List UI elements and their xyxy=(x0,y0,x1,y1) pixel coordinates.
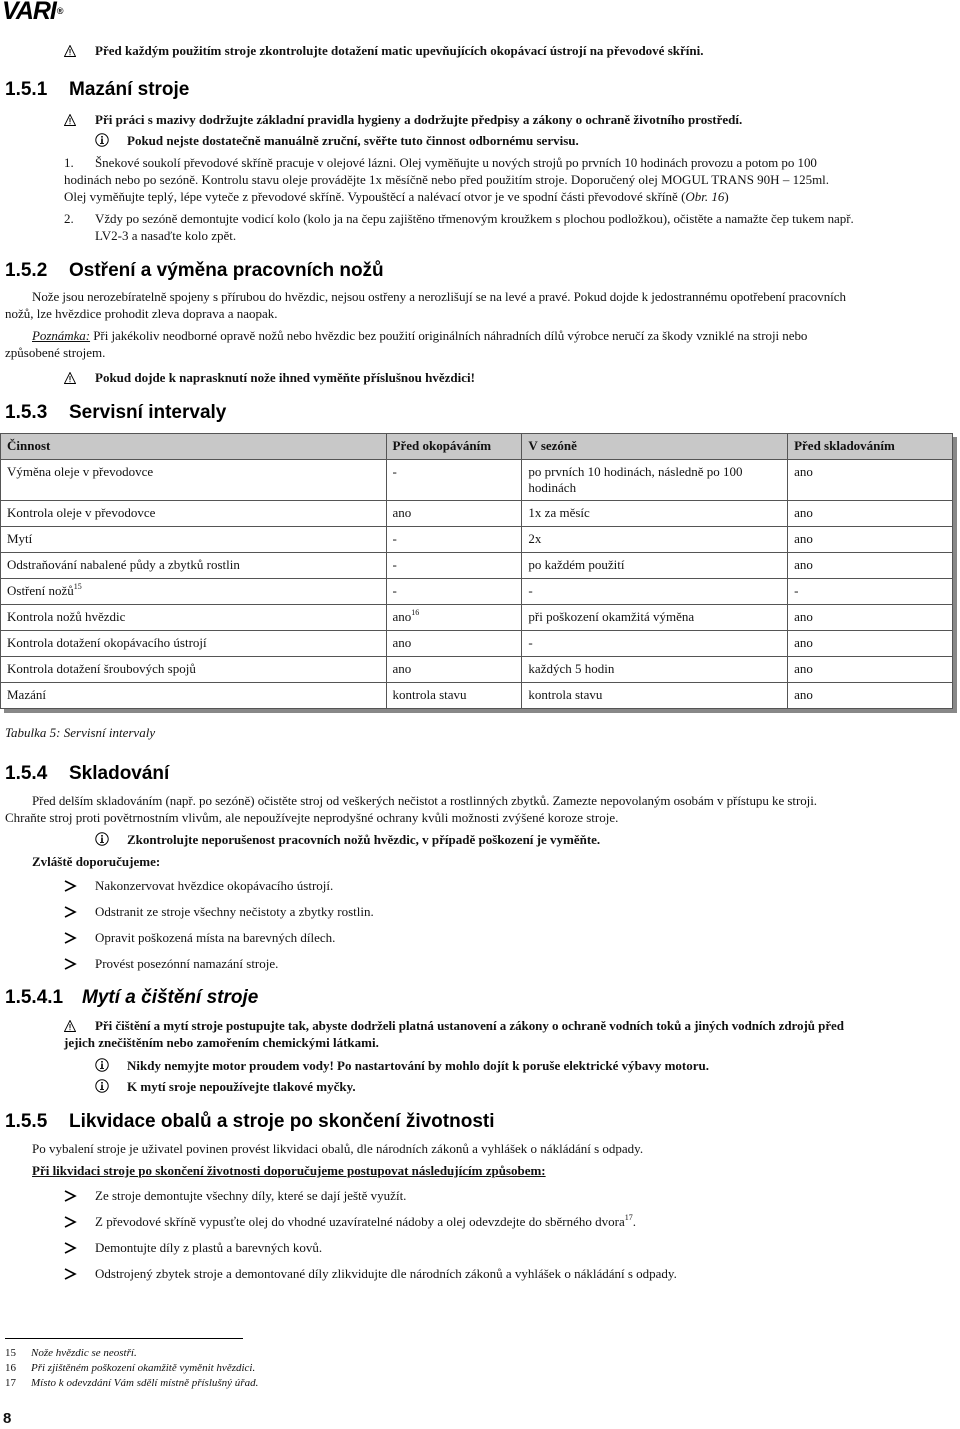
table-row xyxy=(1,683,953,709)
list-item: Z převodové skříně vypusťte olej do vhodné uzavíratelné nádoby a olej odevzdejte do sběrného dvora$^{17}$. xyxy=(95,1213,636,1229)
table-cell: ano$^{16}$ xyxy=(386,605,522,631)
list-item: Ze stroje demontujte všechny díly, které se dají ještě využít. xyxy=(95,1188,407,1203)
warning-icon xyxy=(64,114,76,126)
list-item: Odstranit ze stroje všechny nečistoty a zbytky rostlin. xyxy=(95,904,374,919)
section-heading-152: 1.5.2 Ostření a výměna pracovních nožů xyxy=(5,260,384,281)
table-cell: - xyxy=(386,527,522,553)
info-text: Zkontrolujte neporušenost pracovních nožů hvězdic, v případě poškození je vyměňte. xyxy=(127,832,601,847)
table-cell: 1x za měsíc xyxy=(522,501,788,527)
info-icon xyxy=(95,133,109,147)
section-heading-1541: 1.5.4.1 Mytí a čištění stroje xyxy=(5,987,259,1008)
list-number: 1. xyxy=(64,155,74,170)
table-cell: Kontrola oleje v převodovce xyxy=(1,501,387,527)
paragraph: Po vybalení stroje je uživatel povinen provést likvidaci obalů, dle národních zákonů a vyhlášek o nákládání s odpady. xyxy=(32,1141,644,1156)
page-number: 8 xyxy=(3,1410,12,1427)
arrow-bullet-icon xyxy=(64,1190,77,1202)
warning-text: Pokud dojde k naprasknutí nože ihned vyměňte příslušnou hvězdici! xyxy=(95,370,475,385)
table-cell: - xyxy=(522,631,788,657)
table-cell: Odstraňování nabalené půdy a zbytků rostlin xyxy=(1,553,387,579)
vari-logo: VARI® xyxy=(2,0,63,25)
table-row xyxy=(1,657,953,683)
table-cell: - xyxy=(788,579,953,605)
info-text: K mytí sroje nepoužívejte tlakové myčky. xyxy=(127,1079,356,1094)
table-row xyxy=(1,527,953,553)
list-item: Provést posezónní namazání stroje. xyxy=(95,956,279,971)
list-number: 2. xyxy=(64,211,74,226)
table-row xyxy=(1,605,953,631)
list-item: Demontujte díly z plastů a barevných kovů. xyxy=(95,1240,323,1255)
section-heading-153: 1.5.3 Servisní intervaly xyxy=(5,402,227,423)
table-cell: ano xyxy=(386,657,522,683)
table-row xyxy=(1,501,953,527)
table-cell: 2x xyxy=(522,527,788,553)
table-cell: ano xyxy=(386,501,522,527)
section-heading-151: 1.5.1 Mazání stroje xyxy=(5,79,190,100)
footnote: 15 Nože hvězdic se neostří. xyxy=(5,1347,137,1359)
table-cell: - xyxy=(386,553,522,579)
list-item-text: Olej vyměňujte teplý, lépe vyteče z převodové skříně. Vypouštěcí a nalévací otvor je ve spodní části převodové skříně (Obr. 16) xyxy=(64,189,729,204)
warning-icon xyxy=(64,45,76,57)
paragraph: Chraňte stroj proti povětrnostním vlivům, ale nepoužívejte neprodyšné ochrany kvůli možnosti zvýšené koroze stroje. xyxy=(5,810,619,825)
warning-text: Při čištění a mytí stroje postupujte tak, abyste dodrželi platná ustanovení a zákony o ochraně vodních toků a jiných vodních zdrojů před xyxy=(95,1018,844,1033)
info-icon xyxy=(95,1058,109,1072)
recommendation-label: Zvláště doporučujeme: xyxy=(32,854,161,869)
arrow-bullet-icon xyxy=(64,906,77,918)
footnote: 17 Místo k odevzdání Vám sdělí místně příslušný úřad. xyxy=(5,1377,259,1389)
footnote-ref: 17 xyxy=(624,1213,633,1222)
list-item: Odstrojený zbytek stroje a demontované díly zlikvidujte dle národních zákonů a vyhlášek o nákládání s odpady. xyxy=(95,1266,677,1281)
list-item: Opravit poškozená místa na barevných dílech. xyxy=(95,930,336,945)
table-cell: Mazání xyxy=(1,683,387,709)
table-header-cell: Činnost xyxy=(1,434,387,460)
table-header-cell: Před okopáváním xyxy=(386,434,522,460)
table-cell: ano xyxy=(788,683,953,709)
info-icon xyxy=(95,1079,109,1093)
list-item-text: hodinách nebo po sezóně. Kontrolu stavu oleje provádějte 1x měsíčně nebo před použitím stroje. Doporučený olej MOGUL TRANS 90H – 125ml. xyxy=(64,172,830,187)
arrow-bullet-icon xyxy=(64,932,77,944)
warning-text: Před každým použitím stroje zkontrolujte dotažení matic upevňujících okopávací ústrojí na převodové skříni. xyxy=(95,43,704,58)
paragraph: nožů, lze hvězdice prohodit zleva doprava a naopak. xyxy=(5,306,278,321)
footnote-ref: 16 xyxy=(411,608,420,617)
table-cell: Výměna oleje v převodovce xyxy=(1,460,387,501)
table-header-row xyxy=(1,434,953,460)
table-cell: Mytí xyxy=(1,527,387,553)
table-row xyxy=(1,460,953,501)
table-row xyxy=(1,579,953,605)
procedure-lead: Při likvidaci stroje po skončení životnosti doporučujeme postupovat následujícím způsobem: xyxy=(32,1163,546,1178)
table-cell: - xyxy=(386,579,522,605)
arrow-bullet-icon xyxy=(64,1268,77,1280)
footnote-separator xyxy=(5,1338,243,1339)
list-item-text: Vždy po sezóně demontujte vodicí kolo (kolo ja na čepu zajištěno třmenovým kroužkem s plochou podložkou), očistěte a namažte čep tukem např. xyxy=(95,211,854,226)
table-cell: Kontrola dotažení šroubových spojů xyxy=(1,657,387,683)
table-cell: Kontrola nožů hvězdic xyxy=(1,605,387,631)
table-header-cell: Před skladováním xyxy=(788,434,953,460)
service-intervals-table xyxy=(0,433,953,709)
info-text: Pokud nejste dostatečně manuálně zruční, svěřte tuto činnost odbornému servisu. xyxy=(127,133,579,148)
table-cell: Ostření nožů$^{15}$ xyxy=(1,579,387,605)
list-item-text: Šnekové soukolí převodové skříně pracuje v olejové lázni. Olej vyměňujte u nových strojů po prvních 10 hodinách provozu a potom po 100 xyxy=(95,155,817,170)
table-cell: ano xyxy=(788,631,953,657)
arrow-bullet-icon xyxy=(64,880,77,892)
footnote-ref: 15 xyxy=(73,582,82,591)
note-paragraph: Poznámka: Při jakékoliv neodborné opravě nožů nebo hvězdic bez použití originálních náhradních dílů výrobce neručí za škody vzniklé na stroji nebo xyxy=(32,328,808,343)
warning-text: Při práci s mazivy dodržujte základní pravidla hygieny a dodržujte předpisy a zákony o ochraně životního prostředí. xyxy=(95,112,743,127)
table-cell: po každém použití xyxy=(522,553,788,579)
footnote: 16 Při zjištěném poškození okamžitě vyměnit hvězdici. xyxy=(5,1362,256,1374)
table-cell: kontrola stavu xyxy=(522,683,788,709)
table-cell: - xyxy=(522,579,788,605)
table-row xyxy=(1,553,953,579)
table-cell: kontrola stavu xyxy=(386,683,522,709)
table-cell: ano xyxy=(788,501,953,527)
table-header-cell: V sezóně xyxy=(522,434,788,460)
section-heading-154: 1.5.4 Skladování xyxy=(5,763,170,784)
list-item-text: LV2-3 a nasaďte kolo zpět. xyxy=(95,228,237,243)
table-cell: ano xyxy=(788,605,953,631)
info-text: Nikdy nemyjte motor proudem vody! Po nastartování by mohlo dojít k poruše elektrické výbavy motoru. xyxy=(127,1058,709,1073)
warning-text: jejich znečištěním nebo zamořením chemickými látkami. xyxy=(64,1035,379,1050)
section-heading-155: 1.5.5 Likvidace obalů a stroje po skončení životnosti xyxy=(5,1111,495,1132)
table-cell: ano xyxy=(788,553,953,579)
table-cell: každých 5 hodin xyxy=(522,657,788,683)
table-cell: - xyxy=(386,460,522,501)
list-item: Nakonzervovat hvězdice okopávacího ústrojí. xyxy=(95,878,334,893)
arrow-bullet-icon xyxy=(64,958,77,970)
table-cell: ano xyxy=(788,657,953,683)
warning-icon xyxy=(64,1020,76,1032)
table-row xyxy=(1,631,953,657)
arrow-bullet-icon xyxy=(64,1216,77,1228)
arrow-bullet-icon xyxy=(64,1242,77,1254)
table-cell: Kontrola dotažení okopávacího ústrojí xyxy=(1,631,387,657)
table-cell: po prvních 10 hodinách, následně po 100 hodinách xyxy=(522,460,788,501)
warning-icon xyxy=(64,372,76,384)
table-cell: ano xyxy=(788,460,953,501)
info-icon xyxy=(95,832,109,846)
paragraph: Před delším skladováním (např. po sezóně) očistěte stroj od veškerých nečistot a rostlinných zbytků. Zamezte nepovolaným osobám v přístupu ke stroji. xyxy=(32,793,818,808)
paragraph: Nože jsou nerozebíratelně spojeny s přírubou do hvězdic, nejsou ostřeny a nerozlišují se na levé a pravé. Pokud dojde k jedostrannému opotřebení pracovních xyxy=(32,289,846,304)
table-cell: při poškození okamžitá výměna xyxy=(522,605,788,631)
table-caption: Tabulka 5: Servisní intervaly xyxy=(5,725,156,740)
table-cell: ano xyxy=(788,527,953,553)
table-cell: ano xyxy=(386,631,522,657)
note-paragraph: způsobené strojem. xyxy=(5,345,106,360)
